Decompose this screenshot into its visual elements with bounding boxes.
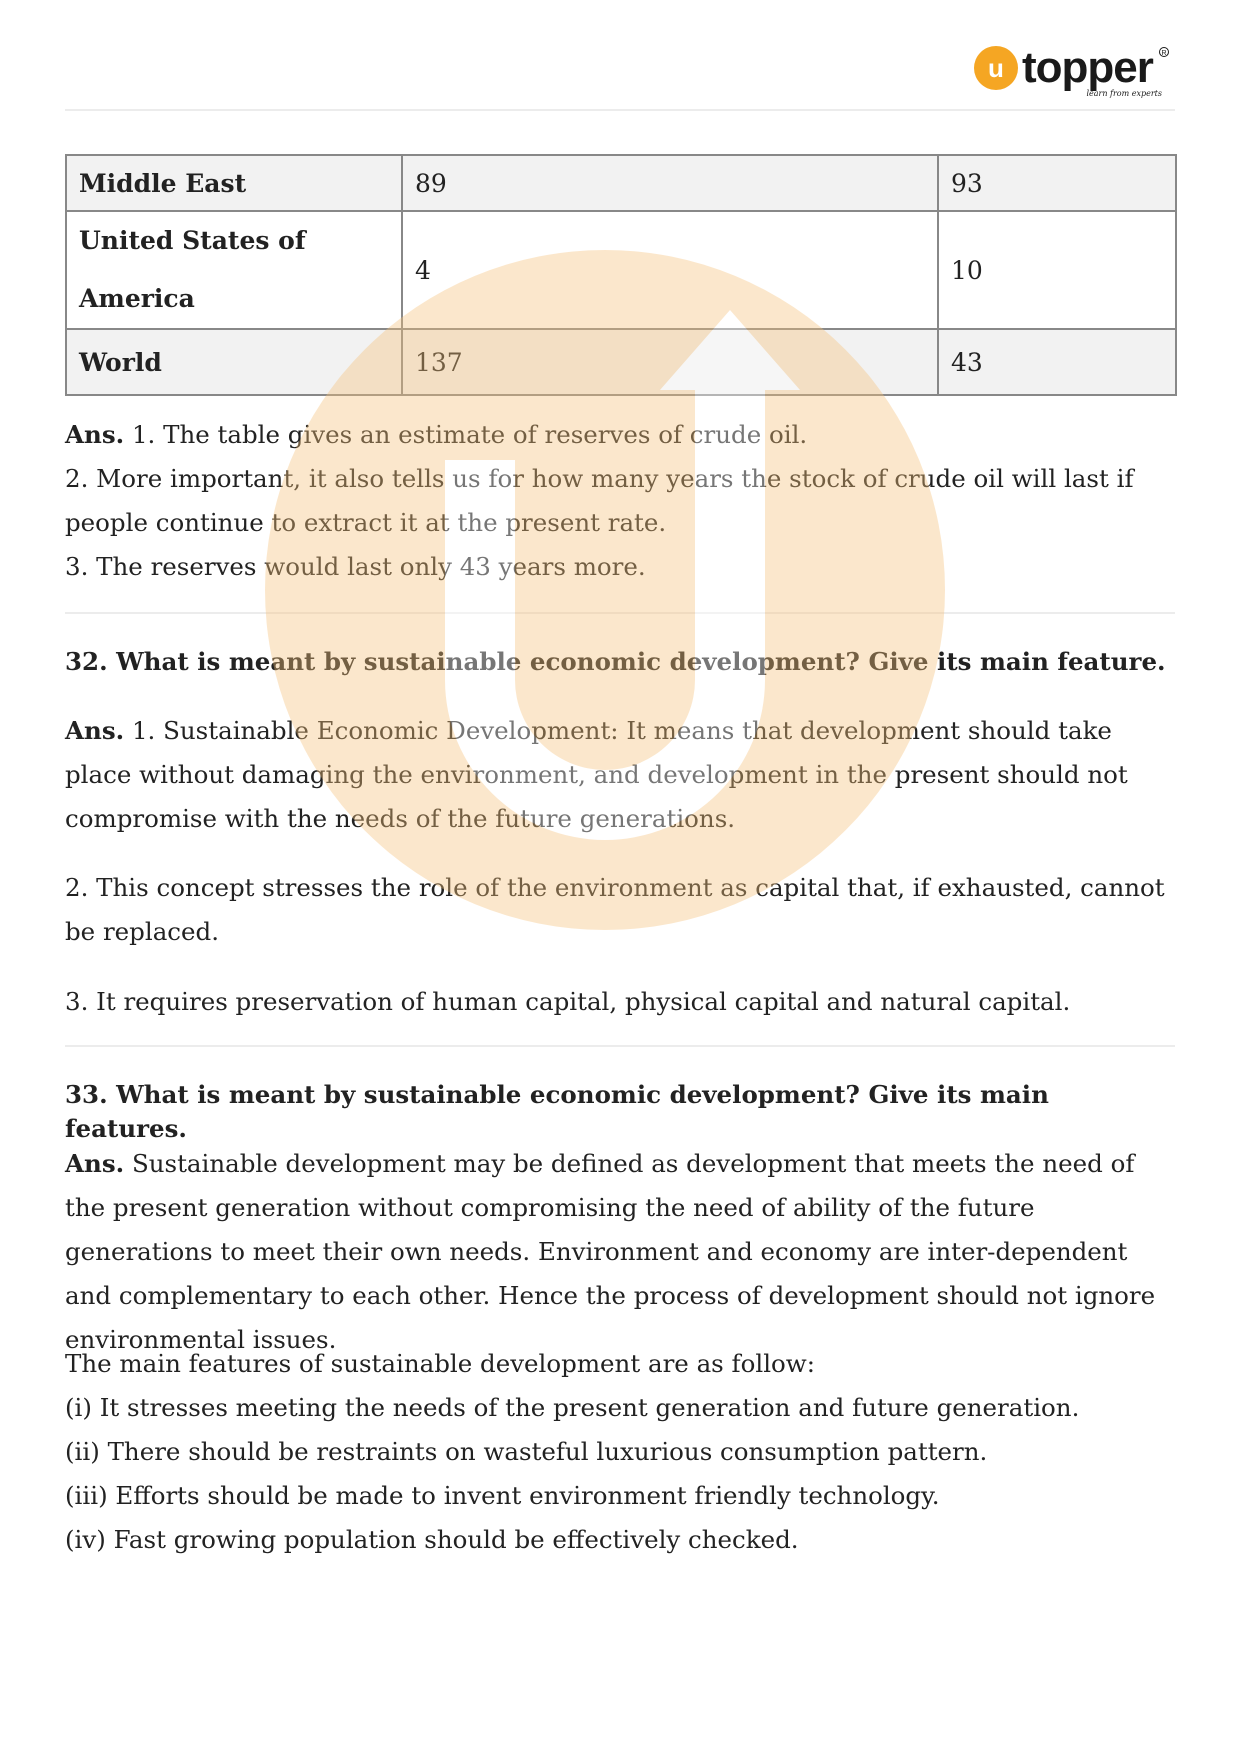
answer-32-para-3: 3. It requires preservation of human capital, physical capital and natural capital.	[65, 987, 1071, 1016]
svg-text:u: u	[988, 53, 1004, 83]
years-cell: 10	[938, 211, 1176, 329]
section-divider	[65, 1045, 1175, 1047]
answer-line: 3. The reserves would last only 43 years more.	[65, 552, 646, 581]
list-item: (iv) Fast growing population should be effectively checked.	[65, 1525, 799, 1554]
answer-32-para-2: 2. This concept stresses the role of the environment as capital that, if exhausted, cannot be replaced.	[65, 873, 1165, 946]
region-cell: Middle East	[66, 155, 402, 211]
list-item: (ii) There should be restraints on wasteful luxurious consumption pattern.	[65, 1437, 988, 1466]
svg-text:topper: topper	[1022, 44, 1153, 92]
table-row	[66, 211, 1176, 329]
question-32: 32. What is meant by sustainable economic development? Give its main feature.	[65, 647, 1166, 676]
svg-text:learn from experts: learn from experts	[1086, 89, 1162, 98]
list-item: (i) It stresses meeting the needs of the present generation and future generation.	[65, 1393, 1080, 1422]
years-cell: 43	[938, 329, 1176, 395]
features-intro: The main features of sustainable development are as follow:	[65, 1349, 816, 1378]
header-divider	[65, 109, 1175, 111]
svg-text:R: R	[1161, 50, 1167, 57]
question-33: 33. What is meant by sustainable economic development? Give its main features.	[65, 1080, 1049, 1143]
features-list	[65, 1342, 1175, 1562]
reserves-cell: 137	[402, 329, 938, 395]
reserves-cell: 89	[402, 155, 938, 211]
table-row	[66, 329, 1176, 395]
topper-logo	[972, 44, 1172, 104]
answer-31	[65, 413, 1175, 589]
years-cell: 93	[938, 155, 1176, 211]
topper-logo-mark	[972, 44, 1172, 104]
answer-line: 2. More important, it also tells us for how many years the stock of crude oil will last if people continue to extract it at the present rate.	[65, 464, 1134, 537]
ans-label: Ans.	[65, 716, 125, 745]
answer-33-para-1: Ans. Sustainable development may be defined as development that meets the need of the present generation without compromising the need of ability of the future generations to meet their own needs. Environment and economy are inter-dependent and complementary to each other. Hence the process of development should not ignore environmental issues.	[65, 1149, 1156, 1354]
region-cell: World	[66, 329, 402, 395]
list-item: (iii) Efforts should be made to invent environment friendly technology.	[65, 1481, 940, 1510]
ans-label: Ans.	[65, 1149, 125, 1178]
reserves-cell: 4	[402, 211, 938, 329]
table-row	[66, 155, 1176, 211]
section-divider	[65, 612, 1175, 614]
ans-label: Ans.	[65, 420, 125, 449]
answer-line: Ans. 1. The table gives an estimate of reserves of crude oil.	[65, 420, 808, 449]
region-cell: United States of America	[66, 211, 402, 329]
crude-oil-table	[65, 154, 1177, 396]
answer-32-para-1: Ans. 1. Sustainable Economic Development: It means that development should take place without damaging the environment, and development in the present should not compromise with the needs of the future generations.	[65, 716, 1128, 833]
